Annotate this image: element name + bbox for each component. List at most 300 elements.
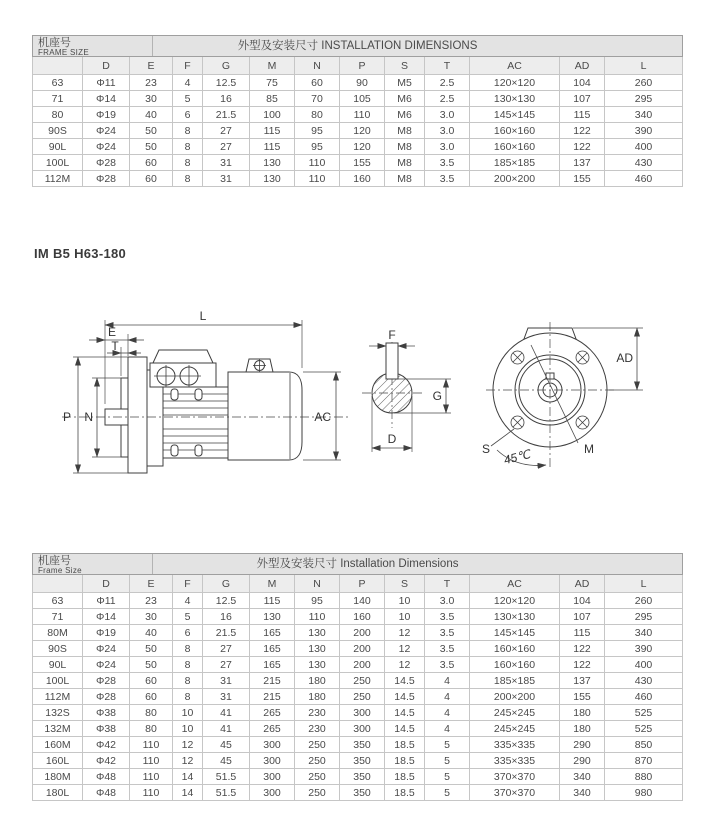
dimension-cell: 104 [560,593,605,609]
dimension-label-ac: AC [314,410,331,424]
dimension-cell: 31 [203,171,250,187]
dimension-cell: 130×130 [470,91,560,107]
table-row [33,625,683,641]
dimension-cell: 110 [295,609,340,625]
dimension-cell: 850 [605,737,683,753]
dimension-cell: 3.5 [425,625,470,641]
dimension-cell: 300 [340,721,385,737]
dimension-cell: 31 [203,155,250,171]
dimension-cell: 137 [560,155,605,171]
dimension-label-l: L [199,309,207,323]
dimension-cell: 50 [130,641,173,657]
table-row [33,593,683,609]
column-header-ac: AC [470,575,560,593]
lifting-eye [246,359,273,372]
dimension-cell: 4 [173,593,203,609]
dimension-cell: 104 [560,75,605,91]
dimension-cell: 300 [250,785,295,801]
table-row [33,139,683,155]
dimension-cell: 12 [173,737,203,753]
dimension-cell: 50 [130,657,173,673]
dimension-cell: 160×160 [470,139,560,155]
frame-size-label-cn: 机座号 [38,555,71,567]
dimension-cell: 335×335 [470,753,560,769]
dimension-cell: 160 [340,609,385,625]
frame-size-cell: 90L [33,657,83,673]
column-header-t: T [425,575,470,593]
column-header-p: P [340,57,385,75]
dimension-cell: 185×185 [470,155,560,171]
dimension-cell: 340 [605,107,683,123]
dimension-cell: 165 [250,657,295,673]
frame-size-cell: 90S [33,123,83,139]
dimension-cell: 95 [295,139,340,155]
dimension-cell: 185×185 [470,673,560,689]
dimension-cell: 180 [295,673,340,689]
column-header-l: L [605,575,683,593]
dimension-cell: Φ28 [83,689,130,705]
column-header-ad: AD [560,57,605,75]
table-row [33,171,683,187]
dimension-cell: 350 [340,737,385,753]
dimension-cell: 18.5 [385,785,425,801]
dimension-cell: 460 [605,689,683,705]
dimension-cell: 145×145 [470,625,560,641]
dimension-cell: 200 [340,625,385,641]
dimension-cell: 115 [560,107,605,123]
dimension-cell: 110 [295,171,340,187]
dimension-cell: Φ14 [83,91,130,107]
dimension-cell: 5 [173,91,203,107]
dimension-cell: 160 [340,171,385,187]
dimension-cell: 340 [605,625,683,641]
key [386,343,398,379]
column-header-g: G [203,57,250,75]
dimension-cell: 18.5 [385,737,425,753]
dimension-cell: 31 [203,689,250,705]
dimension-cell: 340 [560,785,605,801]
table-row [33,689,683,705]
dimension-cell: 350 [340,769,385,785]
table1-title: 外型及安装尺寸 INSTALLATION DIMENSIONS [237,40,478,52]
dimension-cell: 27 [203,657,250,673]
dimension-cell: Φ42 [83,753,130,769]
dimension-cell: 400 [605,657,683,673]
dimension-cell: M6 [385,107,425,123]
dimension-cell: 12 [385,625,425,641]
column-header-e: E [130,575,173,593]
dimension-cell: 115 [250,139,295,155]
dimension-cell: 250 [340,689,385,705]
dimension-cell: 300 [250,753,295,769]
dimension-cell: 105 [340,91,385,107]
dimension-cell: 200 [340,657,385,673]
table-row [33,721,683,737]
dimension-cell: 6 [173,107,203,123]
installation-dimensions-drawing [0,300,719,485]
frame-size-label-en: FRAME SIZE [38,48,90,57]
frame-size-cell: 100L [33,673,83,689]
dimension-cell: Φ38 [83,721,130,737]
dimension-cell: 5 [425,785,470,801]
dimension-cell: 120 [340,139,385,155]
dimension-cell: 430 [605,155,683,171]
dimension-cell: 107 [560,609,605,625]
dimension-cell: 390 [605,641,683,657]
table-row [33,737,683,753]
table-row [33,641,683,657]
dimension-cell: 3.5 [425,641,470,657]
dimension-cell: 10 [173,721,203,737]
dimension-cell: 250 [340,673,385,689]
table-row [33,123,683,139]
dimension-cell: 60 [130,673,173,689]
dimension-cell: 3.0 [425,593,470,609]
dimension-cell: 300 [250,769,295,785]
dimension-cell: 8 [173,139,203,155]
column-header-ac: AC [470,57,560,75]
dimension-cell: 50 [130,139,173,155]
dimension-label-ad: AD [616,351,633,365]
dimension-cell: 23 [130,75,173,91]
dimension-cell: 335×335 [470,737,560,753]
dimension-cell: M8 [385,139,425,155]
dimension-cell: 370×370 [470,769,560,785]
dimension-cell: 107 [560,91,605,107]
dimension-cell: 200×200 [470,171,560,187]
dimension-cell: 30 [130,609,173,625]
dimension-cell: 5 [425,737,470,753]
dimension-label-f: F [388,328,396,342]
dimension-cell: 5 [173,609,203,625]
dimension-cell: 980 [605,785,683,801]
dimension-cell: 70 [295,91,340,107]
fan-cowl [228,372,302,460]
dimension-cell: 110 [130,785,173,801]
frame-size-cell: 160M [33,737,83,753]
dimension-cell: 300 [250,737,295,753]
table2 [32,574,683,801]
dimension-cell: 230 [295,721,340,737]
dimension-cell: M8 [385,171,425,187]
dimension-cell: 265 [250,721,295,737]
dimension-cell: 370×370 [470,785,560,801]
dimension-cell: 110 [130,753,173,769]
dimension-cell: 8 [173,657,203,673]
dimension-cell: 350 [340,753,385,769]
flange-front-view [482,322,643,470]
table-row [33,91,683,107]
dimension-cell: 40 [130,107,173,123]
table1-header-band [32,35,683,57]
flange-plate [128,357,147,473]
dimension-cell: 16 [203,609,250,625]
dimension-cell: 12.5 [203,593,250,609]
dimension-cell: 50 [130,123,173,139]
dimension-cell: 31 [203,673,250,689]
dimension-cell: 115 [250,593,295,609]
dimension-cell: 155 [340,155,385,171]
dimension-cell: 95 [295,593,340,609]
dimension-cell: 140 [340,593,385,609]
table-row [33,705,683,721]
dimension-cell: 41 [203,721,250,737]
dimension-cell: 130×130 [470,609,560,625]
dimension-cell: 137 [560,673,605,689]
dimension-cell: Φ14 [83,609,130,625]
dimension-cell: 4 [425,721,470,737]
section-heading: IM B5 H63-180 [34,246,127,261]
frame-size-cell: 180M [33,769,83,785]
dimension-cell: 60 [295,75,340,91]
dimension-cell: 3.5 [425,155,470,171]
dimension-cell: 3.5 [425,171,470,187]
angle-label: 45℃ [502,447,532,468]
frame-size-label-en: Frame Size [38,566,82,575]
table2-header-band [32,553,683,575]
dimension-cell: 110 [340,107,385,123]
dimension-cell: 18.5 [385,753,425,769]
dimension-cell: 75 [250,75,295,91]
motor-side-view [62,309,348,473]
dimension-cell: 21.5 [203,107,250,123]
dimension-cell: 12 [385,657,425,673]
table-row [33,657,683,673]
dimension-cell: 295 [605,91,683,107]
dimension-cell: 30 [130,91,173,107]
shaft-section-view [362,328,451,452]
dimension-cell: 3.5 [425,609,470,625]
column-header-s: S [385,57,425,75]
dimension-cell: 122 [560,641,605,657]
dimension-cell: 260 [605,593,683,609]
dimension-cell: 27 [203,139,250,155]
dimension-cell: 40 [130,625,173,641]
frame-size-cell: 71 [33,609,83,625]
dimension-cell: M8 [385,155,425,171]
top-dimensions-table [32,35,683,187]
dimension-cell: Φ28 [83,673,130,689]
column-header-f: F [173,57,203,75]
dimension-cell: 122 [560,123,605,139]
table-row [33,107,683,123]
dimension-label-s: S [481,442,491,456]
dimension-cell: 3.0 [425,123,470,139]
dimension-cell: 122 [560,657,605,673]
dimension-cell: 160×160 [470,123,560,139]
dimension-cell: 14 [173,785,203,801]
dimension-cell: 8 [173,673,203,689]
column-header-m: M [250,57,295,75]
table-row [33,785,683,801]
dimension-cell: 245×245 [470,721,560,737]
dimension-cell: 23 [130,593,173,609]
dimension-cell: 41 [203,705,250,721]
dimension-cell: 215 [250,689,295,705]
dimension-cell: 430 [605,673,683,689]
dimension-cell: 5 [425,769,470,785]
column-header-p: P [340,575,385,593]
dimension-cell: Φ24 [83,139,130,155]
column-header-s: S [385,575,425,593]
dimension-cell: 165 [250,641,295,657]
dimension-cell: 8 [173,155,203,171]
dimension-cell: Φ11 [83,75,130,91]
frame-size-label-cn: 机座号 [38,37,71,49]
dimension-cell: 45 [203,753,250,769]
dimension-cell: 400 [605,139,683,155]
dimension-cell: 8 [173,171,203,187]
dimension-cell: 525 [605,721,683,737]
dimension-cell: 122 [560,139,605,155]
frame-size-cell: 100L [33,155,83,171]
dimension-cell: Φ48 [83,785,130,801]
dimension-cell: 60 [130,155,173,171]
dimension-cell: 130 [250,155,295,171]
dimension-label-p: P [62,410,71,424]
frame-size-cell: 80 [33,107,83,123]
dimension-cell: 80 [130,721,173,737]
dimension-cell: 4 [425,689,470,705]
table1-frame-col-header [33,57,83,75]
dimension-cell: 14 [173,769,203,785]
dimension-cell: 130 [250,171,295,187]
dimension-cell: 60 [130,171,173,187]
dimension-cell: 16 [203,91,250,107]
frame-size-cell: 112M [33,171,83,187]
column-header-d: D [83,57,130,75]
dimension-cell: 45 [203,737,250,753]
frame-size-cell: 160L [33,753,83,769]
dimension-cell: 3.0 [425,107,470,123]
frame-size-cell: 90L [33,139,83,155]
dimension-cell: 115 [250,123,295,139]
dimension-cell: 460 [605,171,683,187]
bottom-dimensions-table [32,553,683,801]
dimension-cell: 265 [250,705,295,721]
frame-size-cell: 80M [33,625,83,641]
dimension-cell: 14.5 [385,689,425,705]
frame-size-cell: 63 [33,593,83,609]
column-header-d: D [83,575,130,593]
dimension-cell: M5 [385,75,425,91]
dimension-cell: 120×120 [470,75,560,91]
dimension-cell: 5 [425,753,470,769]
column-header-ad: AD [560,575,605,593]
dimension-cell: 8 [173,123,203,139]
dimension-cell: 8 [173,641,203,657]
dimension-cell: 250 [295,737,340,753]
column-header-t: T [425,57,470,75]
dimension-cell: 12.5 [203,75,250,91]
dimension-cell: Φ24 [83,123,130,139]
dimension-cell: 200 [340,641,385,657]
table2-title: 外型及安装尺寸 Installation Dimensions [256,558,459,570]
dimension-cell: Φ42 [83,737,130,753]
table-row [33,609,683,625]
dimension-cell: 120 [340,123,385,139]
dimension-label-g: G [432,389,442,403]
dimension-cell: 245×245 [470,705,560,721]
dimension-cell: M8 [385,123,425,139]
dimension-label-m: M [584,442,594,456]
table1 [32,56,683,187]
dimension-cell: 295 [605,609,683,625]
dimension-cell: Φ28 [83,155,130,171]
dimension-cell: 12 [385,641,425,657]
dimension-cell: 300 [340,705,385,721]
dimension-label-e: E [107,325,117,339]
dimension-cell: 51.5 [203,769,250,785]
dimension-cell: 390 [605,123,683,139]
dimension-cell: 155 [560,171,605,187]
dimension-cell: 180 [560,705,605,721]
dimension-label-n: N [84,410,93,424]
dimension-cell: 10 [385,593,425,609]
dimension-cell: 180 [560,721,605,737]
column-header-n: N [295,57,340,75]
dimension-cell: 14.5 [385,673,425,689]
frame-size-cell: 63 [33,75,83,91]
dimension-cell: 110 [130,769,173,785]
dimension-cell: 145×145 [470,107,560,123]
dimension-cell: Φ19 [83,625,130,641]
dimension-cell: 350 [340,785,385,801]
dimension-cell: 100 [250,107,295,123]
column-header-e: E [130,57,173,75]
dimension-cell: 85 [250,91,295,107]
dimension-cell: 165 [250,625,295,641]
dimension-cell: 80 [295,107,340,123]
dimension-cell: 4 [425,673,470,689]
frame-size-cell: 71 [33,91,83,107]
column-header-l: L [605,57,683,75]
frame-size-cell: 90S [33,641,83,657]
dimension-cell: 130 [250,609,295,625]
column-header-g: G [203,575,250,593]
dimension-label-d: D [387,432,397,446]
dimension-cell: 14.5 [385,705,425,721]
frame-size-cell: 132S [33,705,83,721]
dimension-cell: 155 [560,689,605,705]
dimension-cell: 110 [295,155,340,171]
dimension-cell: 160×160 [470,641,560,657]
dimension-cell: Φ11 [83,593,130,609]
dimension-cell: 4 [173,75,203,91]
dimension-cell: 14.5 [385,721,425,737]
dimension-cell: Φ24 [83,641,130,657]
dimension-cell: 130 [295,625,340,641]
column-header-n: N [295,575,340,593]
dimension-cell: 3.5 [425,657,470,673]
dimension-cell: 12 [173,753,203,769]
dimension-cell: 250 [295,785,340,801]
dimension-cell: 80 [130,705,173,721]
table-row [33,75,683,91]
dimension-cell: 230 [295,705,340,721]
dimension-cell: 18.5 [385,769,425,785]
frame-size-cell: 112M [33,689,83,705]
dimension-cell: 525 [605,705,683,721]
dimension-cell: 51.5 [203,785,250,801]
dimension-cell: 110 [130,737,173,753]
dimension-cell: 6 [173,625,203,641]
dimension-cell: 2.5 [425,75,470,91]
table-row [33,753,683,769]
table-row [33,673,683,689]
table2-frame-col-header [33,575,83,593]
dimension-cell: 60 [130,689,173,705]
